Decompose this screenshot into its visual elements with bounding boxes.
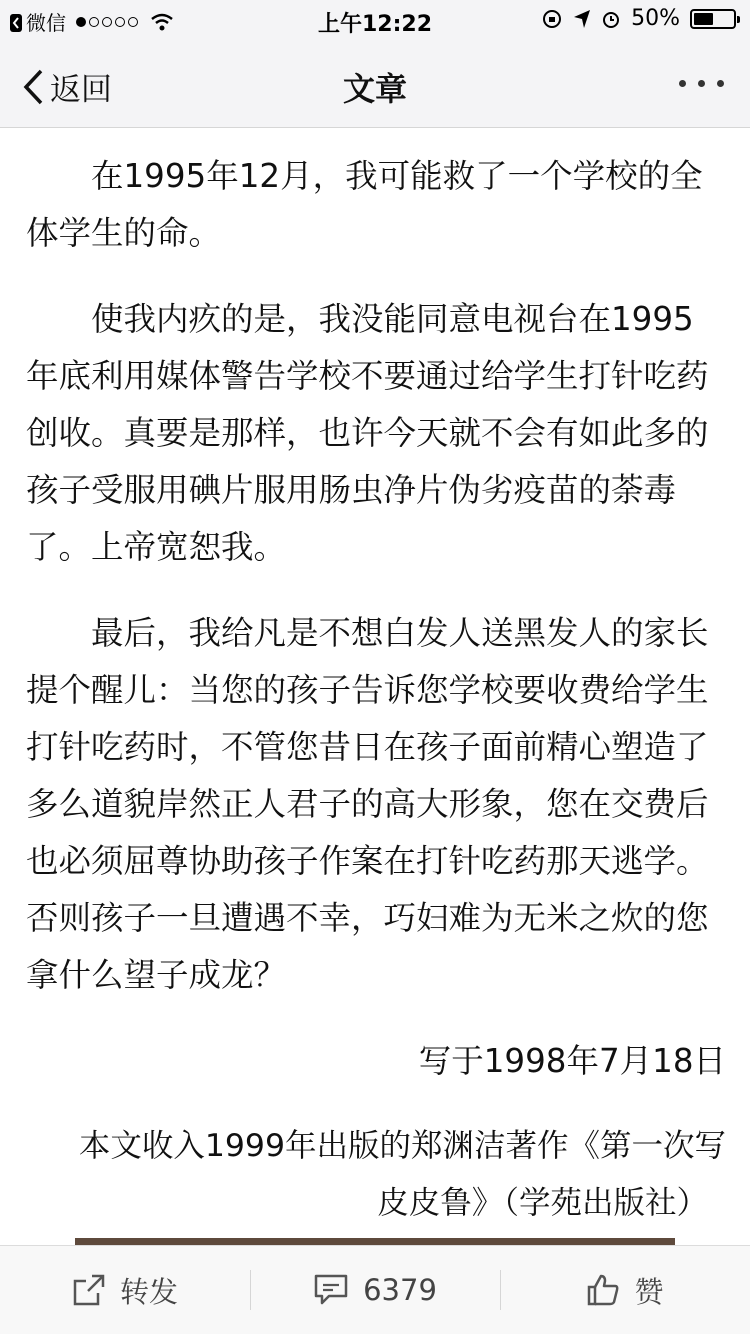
comment-button[interactable] (250, 1246, 500, 1334)
source-note-line: 本文收入1999年出版的郑渊洁著作《第一次写 (78, 1128, 726, 1164)
like-label: 赞 (634, 1274, 664, 1309)
page-title: 文章 (342, 70, 407, 108)
share-label: 转发 (119, 1274, 178, 1309)
article-source-note (26, 1118, 726, 1232)
status-bar (0, 0, 750, 40)
orientation-lock-icon (541, 8, 563, 30)
more-button[interactable] (679, 80, 724, 87)
like-button[interactable] (500, 1246, 750, 1334)
nav-bar (0, 40, 750, 128)
back-app-label: 微信 (26, 11, 66, 35)
article-paragraph: 使我内疚的是，我没能同意电视台在1995年底利用媒体警告学校不要通过给学生打针吃药创收。真要是那样，也许今天就不会有如此多的孩子受服用碘片服用肠虫净片伪劣疫苗的荼毒了。上帝宽恕我。 (26, 300, 709, 566)
share-icon (72, 1273, 106, 1307)
battery-icon (690, 9, 736, 29)
status-time: 上午12:22 (317, 12, 433, 37)
comment-count: 6379 (363, 1273, 437, 1307)
location-icon (573, 9, 591, 29)
alarm-icon (601, 9, 621, 29)
article-paragraph: 最后，我给凡是不想白发人送黑发人的家长提个醒儿：当您的孩子告诉您学校要收费给学生打针吃药时，不管您昔日在孩子面前精心塑造了多么道貌岸然正人君子的高大形象，您在交费后也必须屈尊协助孩子作案在打针吃药那天逃学。否则孩子一旦遭遇不幸，巧妇难为无米之炊的您拿什么望子成龙？ (26, 614, 709, 994)
back-label: 返回 (50, 72, 112, 108)
article-body (26, 148, 726, 1232)
battery-fill (694, 13, 713, 25)
battery-percent: 50% (631, 6, 680, 31)
comment-icon (313, 1273, 349, 1307)
more-icon-dot (698, 80, 705, 87)
bottom-toolbar (0, 1245, 750, 1334)
status-right (541, 6, 736, 31)
source-note-line: 皮皮鲁》（学苑出版社） (377, 1185, 708, 1221)
article-signature: 写于1998年7月18日 (418, 1042, 726, 1080)
share-button[interactable] (0, 1246, 250, 1334)
article-paragraph: 在1995年12月，我可能救了一个学校的全体学生的命。 (26, 157, 703, 252)
thumbs-up-icon (586, 1273, 620, 1307)
more-icon-dot (679, 80, 686, 87)
more-icon-dot (717, 80, 724, 87)
